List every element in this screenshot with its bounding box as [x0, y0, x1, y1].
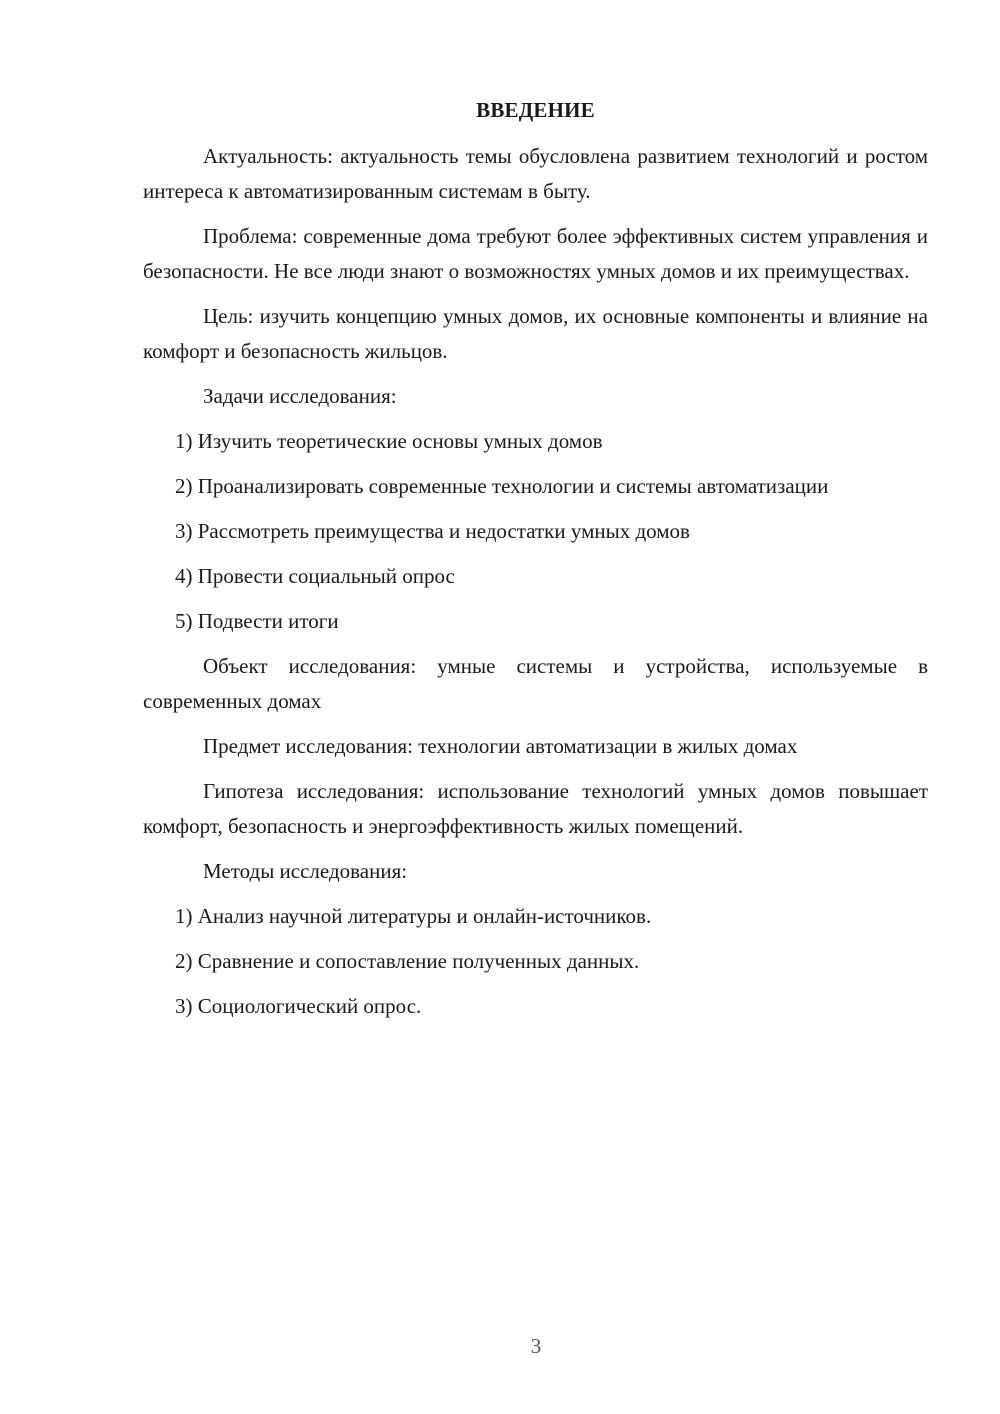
task-item-3: 3) Рассмотреть преимущества и недостатки умных домов	[175, 519, 690, 543]
paragraph-object: Объект исследования: умные системы и устройства, используемые в современных домах	[143, 654, 928, 713]
paragraph-goal: Цель: изучить концепцию умных домов, их основные компоненты и влияние на комфорт и безопасность жильцов.	[143, 304, 928, 363]
paragraph-subject: Предмет исследования: технологии автоматизации в жилых домах	[203, 734, 798, 758]
document-body	[143, 94, 928, 1034]
method-item-3: 3) Социологический опрос.	[175, 994, 422, 1018]
paragraph-problem: Проблема: современные дома требуют более эффективных систем управления и безопасности. Не все люди знают о возможностях умных домов и их преимуществах.	[143, 224, 928, 283]
document-title: ВВЕДЕНИЕ	[476, 98, 595, 122]
paragraph-hypothesis: Гипотеза исследования: использование технологий умных домов повышает комфорт, безопасность и энергоэффективность жилых помещений.	[143, 779, 928, 838]
task-item-2: 2) Проанализировать современные технологии и системы автоматизации	[175, 474, 829, 498]
method-item-2: 2) Сравнение и сопоставление полученных данных.	[175, 949, 640, 973]
methods-heading: Методы исследования:	[203, 859, 408, 883]
paragraph-relevance: Актуальность: актуальность темы обусловлена развитием технологий и ростом интереса к автоматизированным системам в быту.	[143, 144, 928, 203]
tasks-heading: Задачи исследования:	[203, 384, 397, 408]
task-item-1: 1) Изучить теоретические основы умных домов	[175, 429, 603, 453]
task-item-5: 5) Подвести итоги	[175, 609, 339, 633]
method-item-1: 1) Анализ научной литературы и онлайн-источников.	[175, 904, 652, 928]
page-number: 3	[530, 1334, 542, 1358]
task-item-4: 4) Провести социальный опрос	[175, 564, 455, 588]
